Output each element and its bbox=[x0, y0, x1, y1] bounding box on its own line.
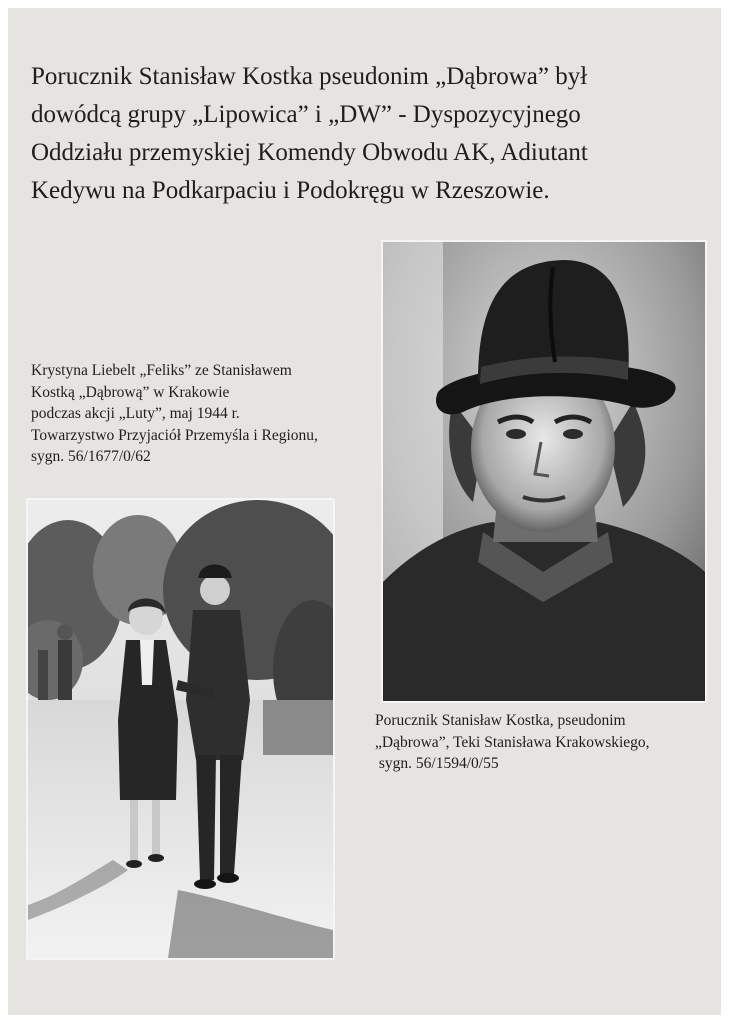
caption-line: sygn. 56/1677/0/62 bbox=[31, 448, 151, 465]
portrait-photo-image bbox=[383, 242, 705, 701]
caption-line: sygn. 56/1594/0/55 bbox=[375, 755, 499, 772]
heading-line-4: Kedywu na Podkarpaciu i Podokręgu w Rzeszowie. bbox=[31, 177, 550, 204]
caption-line: Kostką „Dąbrową” w Krakowie bbox=[31, 383, 230, 401]
caption-portrait-photo bbox=[375, 710, 650, 775]
page-heading bbox=[31, 58, 711, 210]
caption-couple-photo bbox=[31, 360, 318, 468]
caption-line: Towarzystwo Przyjaciół Przemyśla i Regionu, bbox=[31, 426, 318, 444]
heading-line-2: dowódcą grupy „Lipowica” i „DW” - Dyspozycyjnego bbox=[31, 101, 581, 128]
caption-line: Krystyna Liebelt „Feliks” ze Stanisławem bbox=[31, 362, 292, 379]
caption-line: Porucznik Stanisław Kostka, pseudonim bbox=[375, 712, 626, 729]
portrait-photo bbox=[383, 242, 705, 701]
heading-line-1: Porucznik Stanisław Kostka pseudonim „Dąbrowa” był bbox=[31, 63, 588, 90]
couple-photo bbox=[28, 500, 333, 958]
couple-photo-image bbox=[28, 500, 333, 958]
caption-line: podczas akcji „Luty”, maj 1944 r. bbox=[31, 405, 240, 422]
heading-line-3: Oddziału przemyskiej Komendy Obwodu AK, Adiutant bbox=[31, 139, 588, 166]
caption-line: „Dąbrowa”, Teki Stanisława Krakowskiego, bbox=[375, 733, 650, 751]
